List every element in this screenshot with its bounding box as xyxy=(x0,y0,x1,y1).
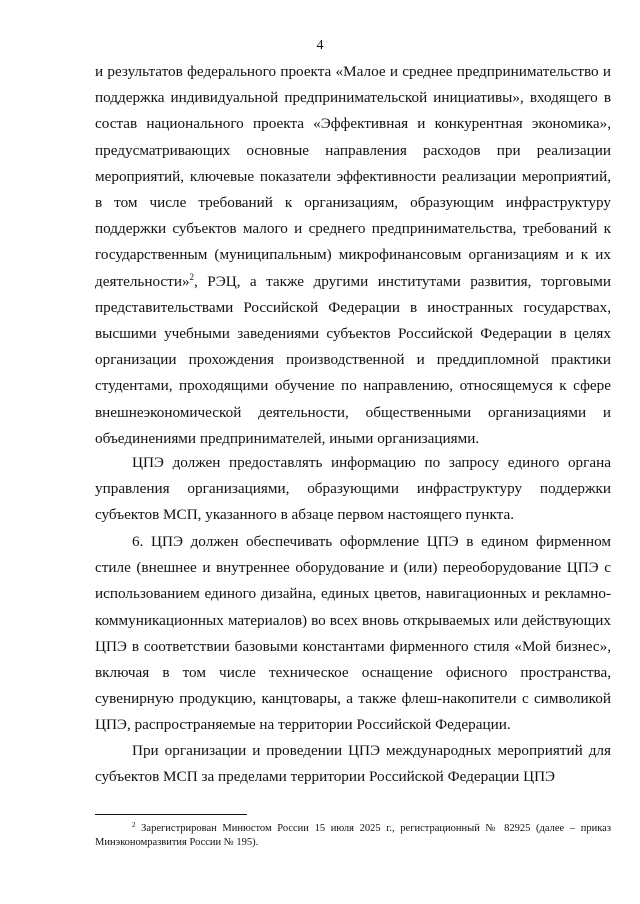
paragraph-text: ЦПЭ должен предоставлять информацию по запросу единого органа управления организациями, образующими инфраструктуру поддержки субъектов МСП, указанного в абзаце первом настоящего пункта. xyxy=(95,454,611,524)
footnote-marker: 2 xyxy=(132,821,136,829)
body-paragraph xyxy=(95,450,611,529)
body-paragraph-continuation xyxy=(95,59,611,452)
footnote-text: Зарегистрирован Минюстом России 15 июля 2025 г., регистрационный № 82925 (далее – приказ Минэкономразвития России № 195). xyxy=(95,823,611,848)
footnote-divider xyxy=(95,814,247,815)
paragraph-text: , РЭЦ, а также другими институтами развития, торговыми представительствами Российской Федерации в иностранных государствах, высшими учебными заведениями субъектов Российской Федерации в целях организации прохождения производственной и преддипломной практики студентами, проходящими обучение по направлению, относящемуся к сфере внешнеэкономической деятельности, общественными организациями и объединениями предпринимателей, иными организациями. xyxy=(95,272,611,447)
paragraph-text: При организации и проведении ЦПЭ международных мероприятий для субъектов МСП за пределами территории Российской Федерации ЦПЭ xyxy=(95,742,611,786)
paragraph-text: 6. ЦПЭ должен обеспечивать оформление ЦПЭ в едином фирменном стиле (внешнее и внутреннее оборудование и (или) переоборудование ЦПЭ с использованием единого дизайна, единых цветов, навигационных и рекламно-коммуникационных материалов) во всех вновь открываемых или действующих ЦПЭ в соответствии базовыми константами фирменного стиля «Мой бизнес», включая в том числе техническое оснащение офисного пространства, сувенирную продукцию, канцтовары, а также флеш-накопители с символикой ЦПЭ, распространяемые на территории Российской Федерации. xyxy=(95,533,611,734)
footnote-reference: 2 xyxy=(189,271,195,282)
page-number: 4 xyxy=(316,38,324,53)
footnote xyxy=(95,822,611,850)
body-paragraph-item-6 xyxy=(95,529,611,739)
body-paragraph xyxy=(95,738,611,790)
paragraph-text: и результатов федерального проекта «Малое и среднее предпринимательство и поддержка индивидуальной предпринимательской инициативы», входящего в состав национального проекта «Эффективная и конкурентная экономика», предусматривающих основные направления расходов при реализации мероприятий, ключевые показатели эффективности реализации мероприятий, в том числе требований к организациям, образующим инфраструктуру поддержки субъектов малого и среднего предпринимательства, требований к государственным (муниципальным) микрофинансовым организациям и к их деятельности» xyxy=(95,63,611,290)
